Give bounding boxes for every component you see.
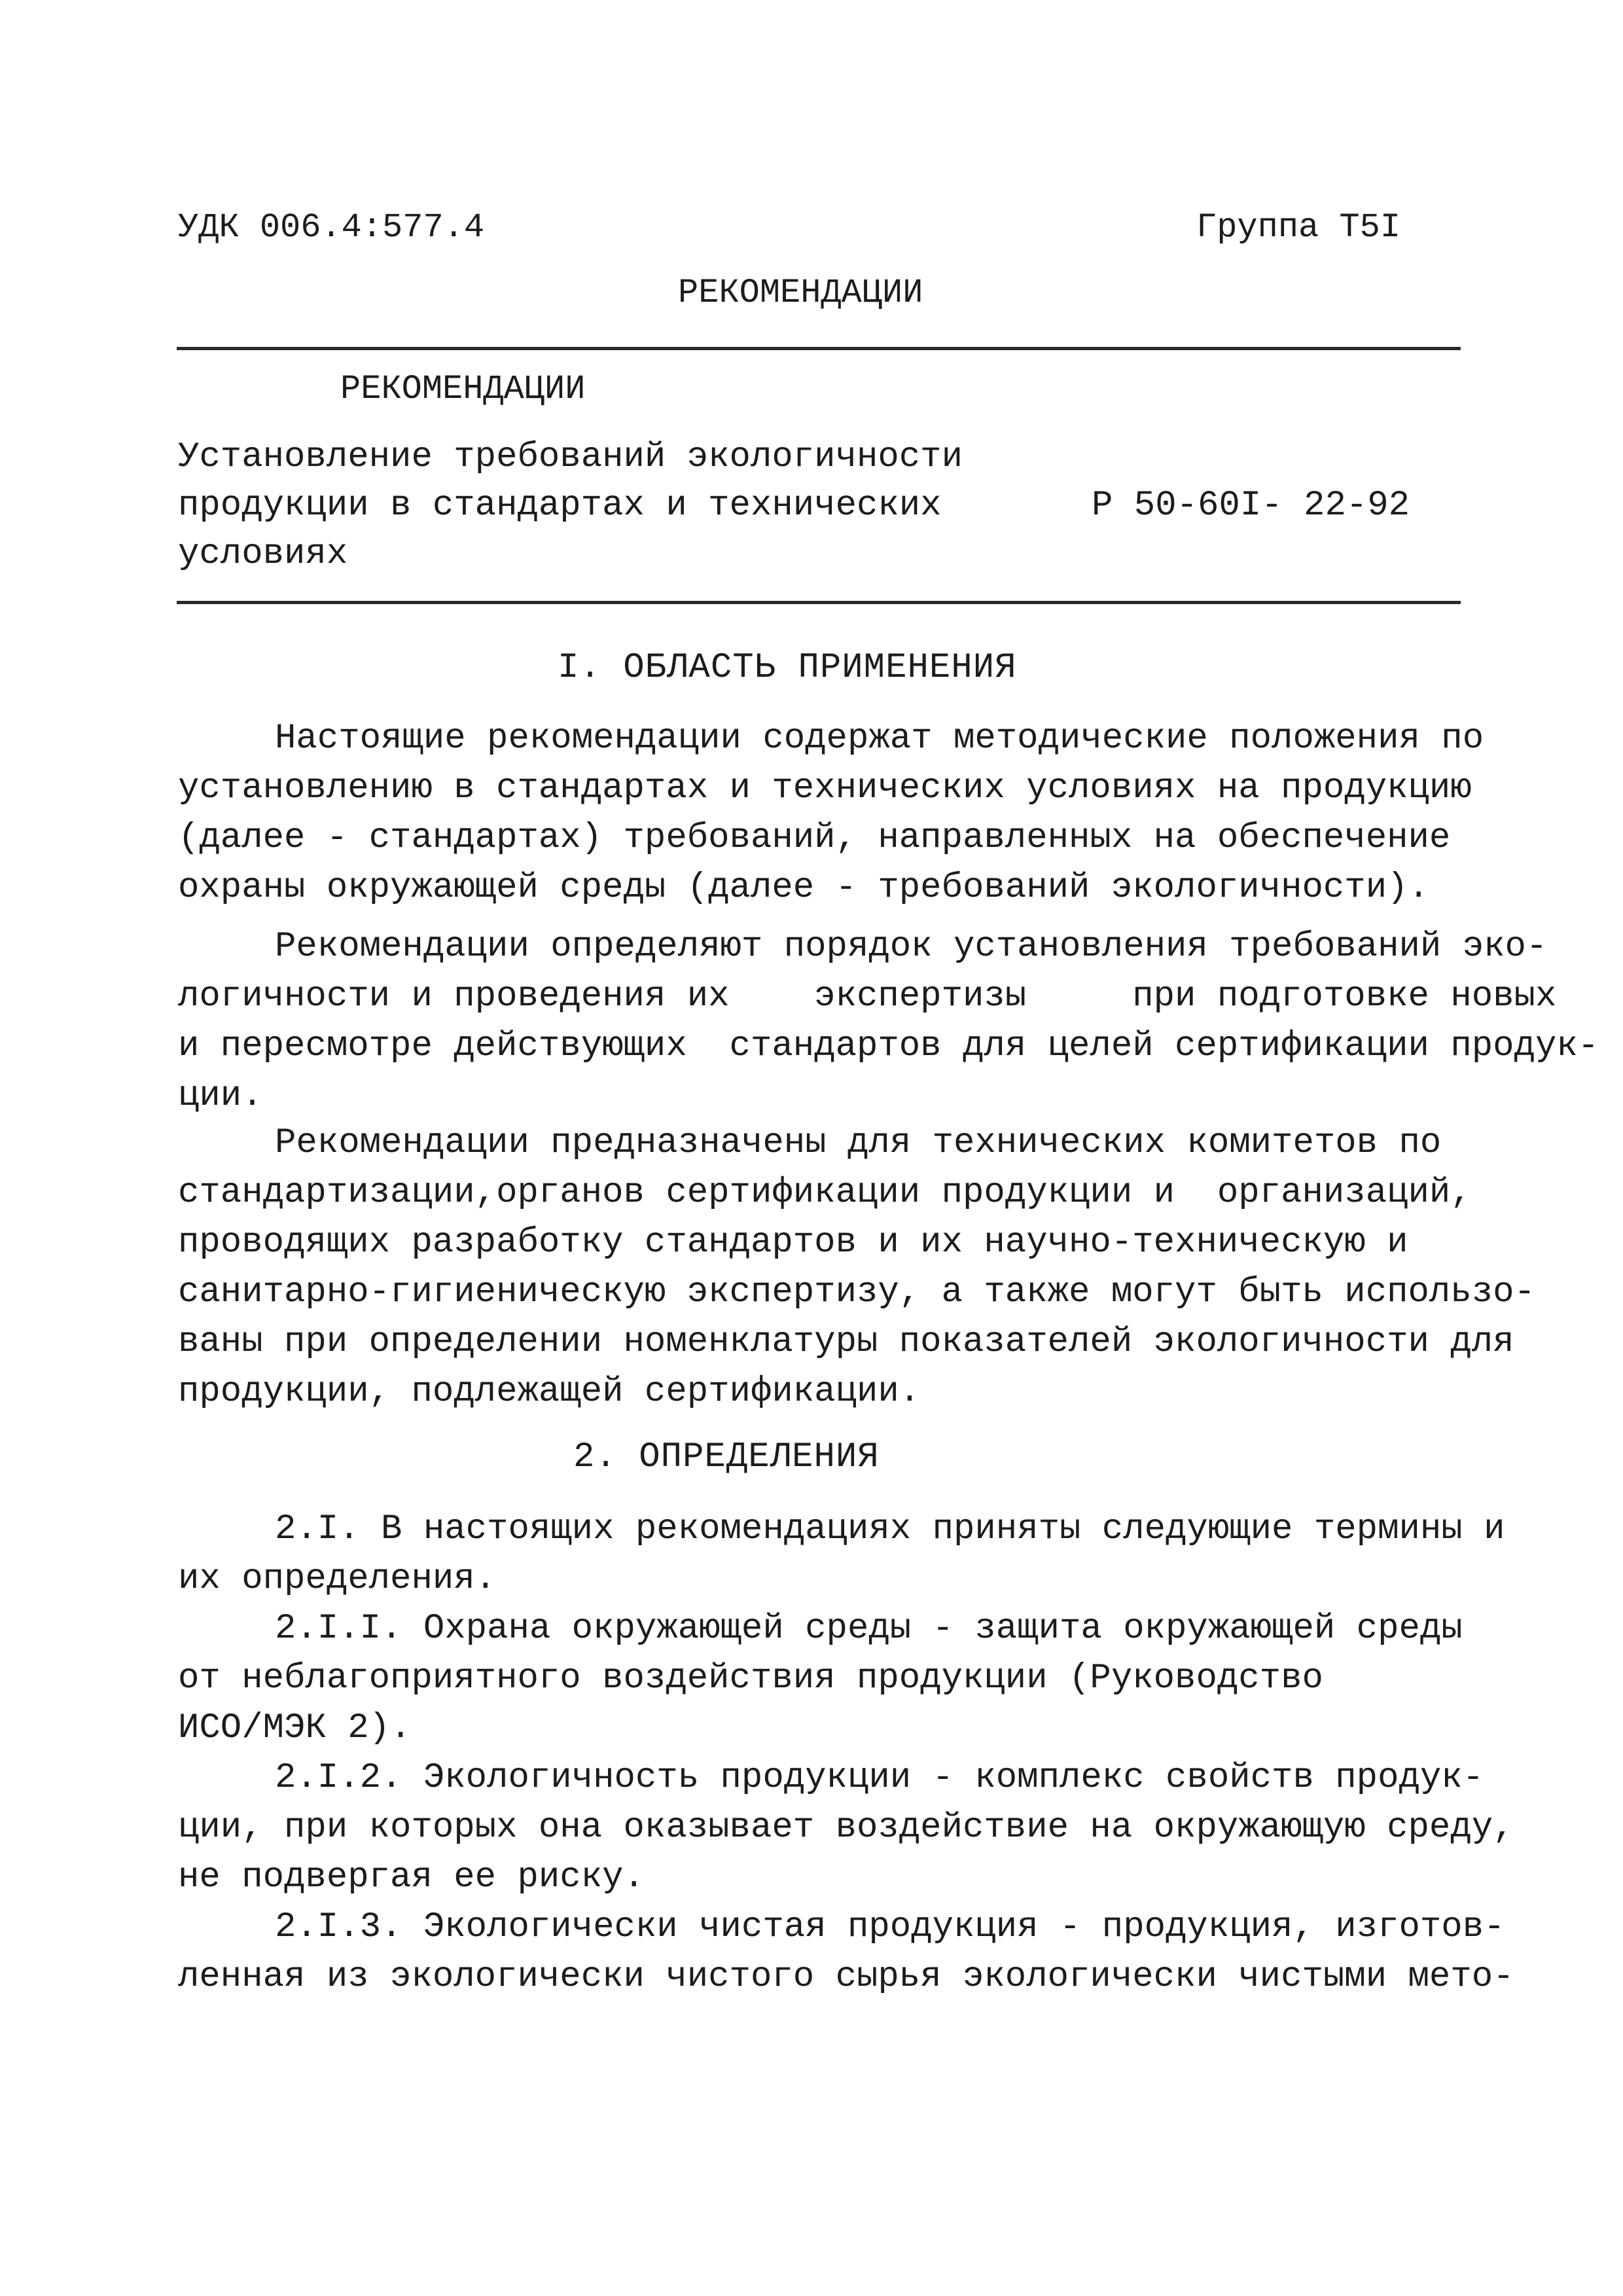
paragraph-line: 2.I. В настоящих рекомендациях приняты следующие термины и — [275, 1509, 1505, 1549]
paragraph-line: Рекомендации определяют порядок установления требований эко- — [275, 927, 1548, 967]
group-code: Группа Т5I — [1196, 208, 1401, 247]
document-code: Р 50-60I- 22-92 — [1092, 486, 1410, 526]
paragraph-line: стандартизации,органов сертификации продукции и организаций, — [178, 1173, 1472, 1213]
title-line: Установление требований экологичности — [178, 437, 963, 477]
paragraph-line: ции. — [178, 1076, 263, 1116]
paragraph-line: логичности и проведения их экспертизы при подготовке новых — [178, 977, 1557, 1016]
paragraph-line: ваны при определении номенклатуры показателей экологичности для — [178, 1322, 1514, 1362]
paragraph-line: Рекомендации предназначены для технических комитетов по — [275, 1123, 1442, 1163]
paragraph-line: Настоящие рекомендации содержат методические положения по — [275, 719, 1484, 759]
section-heading: 2. ОПРЕДЕЛЕНИЯ — [573, 1437, 880, 1477]
section-heading: I. ОБЛАСТЬ ПРИМЕНЕНИЯ — [558, 648, 1017, 688]
paragraph-line: от неблагоприятного воздействия продукции (Руководство — [178, 1659, 1323, 1698]
bottom-rule — [177, 601, 1461, 604]
paragraph-line: (далее - стандартах) требований, направленных на обеспечение — [178, 818, 1451, 858]
paragraph-line: установлению в стандартах и технических условиях на продукцию — [178, 768, 1472, 808]
title-line: условиях — [178, 534, 348, 574]
paragraph-line: 2.I.2. Экологичность продукции - комплекс свойств продук- — [275, 1758, 1484, 1798]
top-rule — [177, 347, 1461, 350]
paragraph-line: ции, при которых она оказывает воздействие на окружающую среду, — [178, 1808, 1514, 1848]
paragraph-line: проводящих разработку стандартов и их научно-техническую и — [178, 1223, 1408, 1263]
title-label: РЕКОМЕНДАЦИИ — [340, 370, 586, 408]
title-line: продукции в стандартах и технических — [178, 486, 942, 526]
paragraph-line: не подвергая ее риску. — [178, 1857, 645, 1897]
paragraph-line: ленная из экологически чистого сырья экологически чистыми мето- — [178, 1957, 1514, 1997]
paragraph-line: 2.I.3. Экологически чистая продукция - продукция, изготов- — [275, 1907, 1505, 1947]
paragraph-line: их определения. — [178, 1559, 497, 1599]
paragraph-line: продукции, подлежащей сертификации. — [178, 1372, 921, 1412]
paragraph-line: 2.I.I. Охрана окружающей среды - защита окружающей среды — [275, 1609, 1463, 1649]
paragraph-line: охраны окружающей среды (далее - требований экологичности). — [178, 868, 1429, 908]
document-type: РЕКОМЕНДАЦИИ — [678, 274, 923, 312]
paragraph-line: ИСО/МЭК 2). — [178, 1708, 412, 1748]
udk-code: УДК 006.4:577.4 — [178, 208, 485, 247]
paragraph-line: санитарно-гигиеническую экспертизу, а также могут быть использо- — [178, 1272, 1535, 1312]
paragraph-line: и пересмотре действующих стандартов для целей сертификации продук- — [178, 1026, 1599, 1066]
